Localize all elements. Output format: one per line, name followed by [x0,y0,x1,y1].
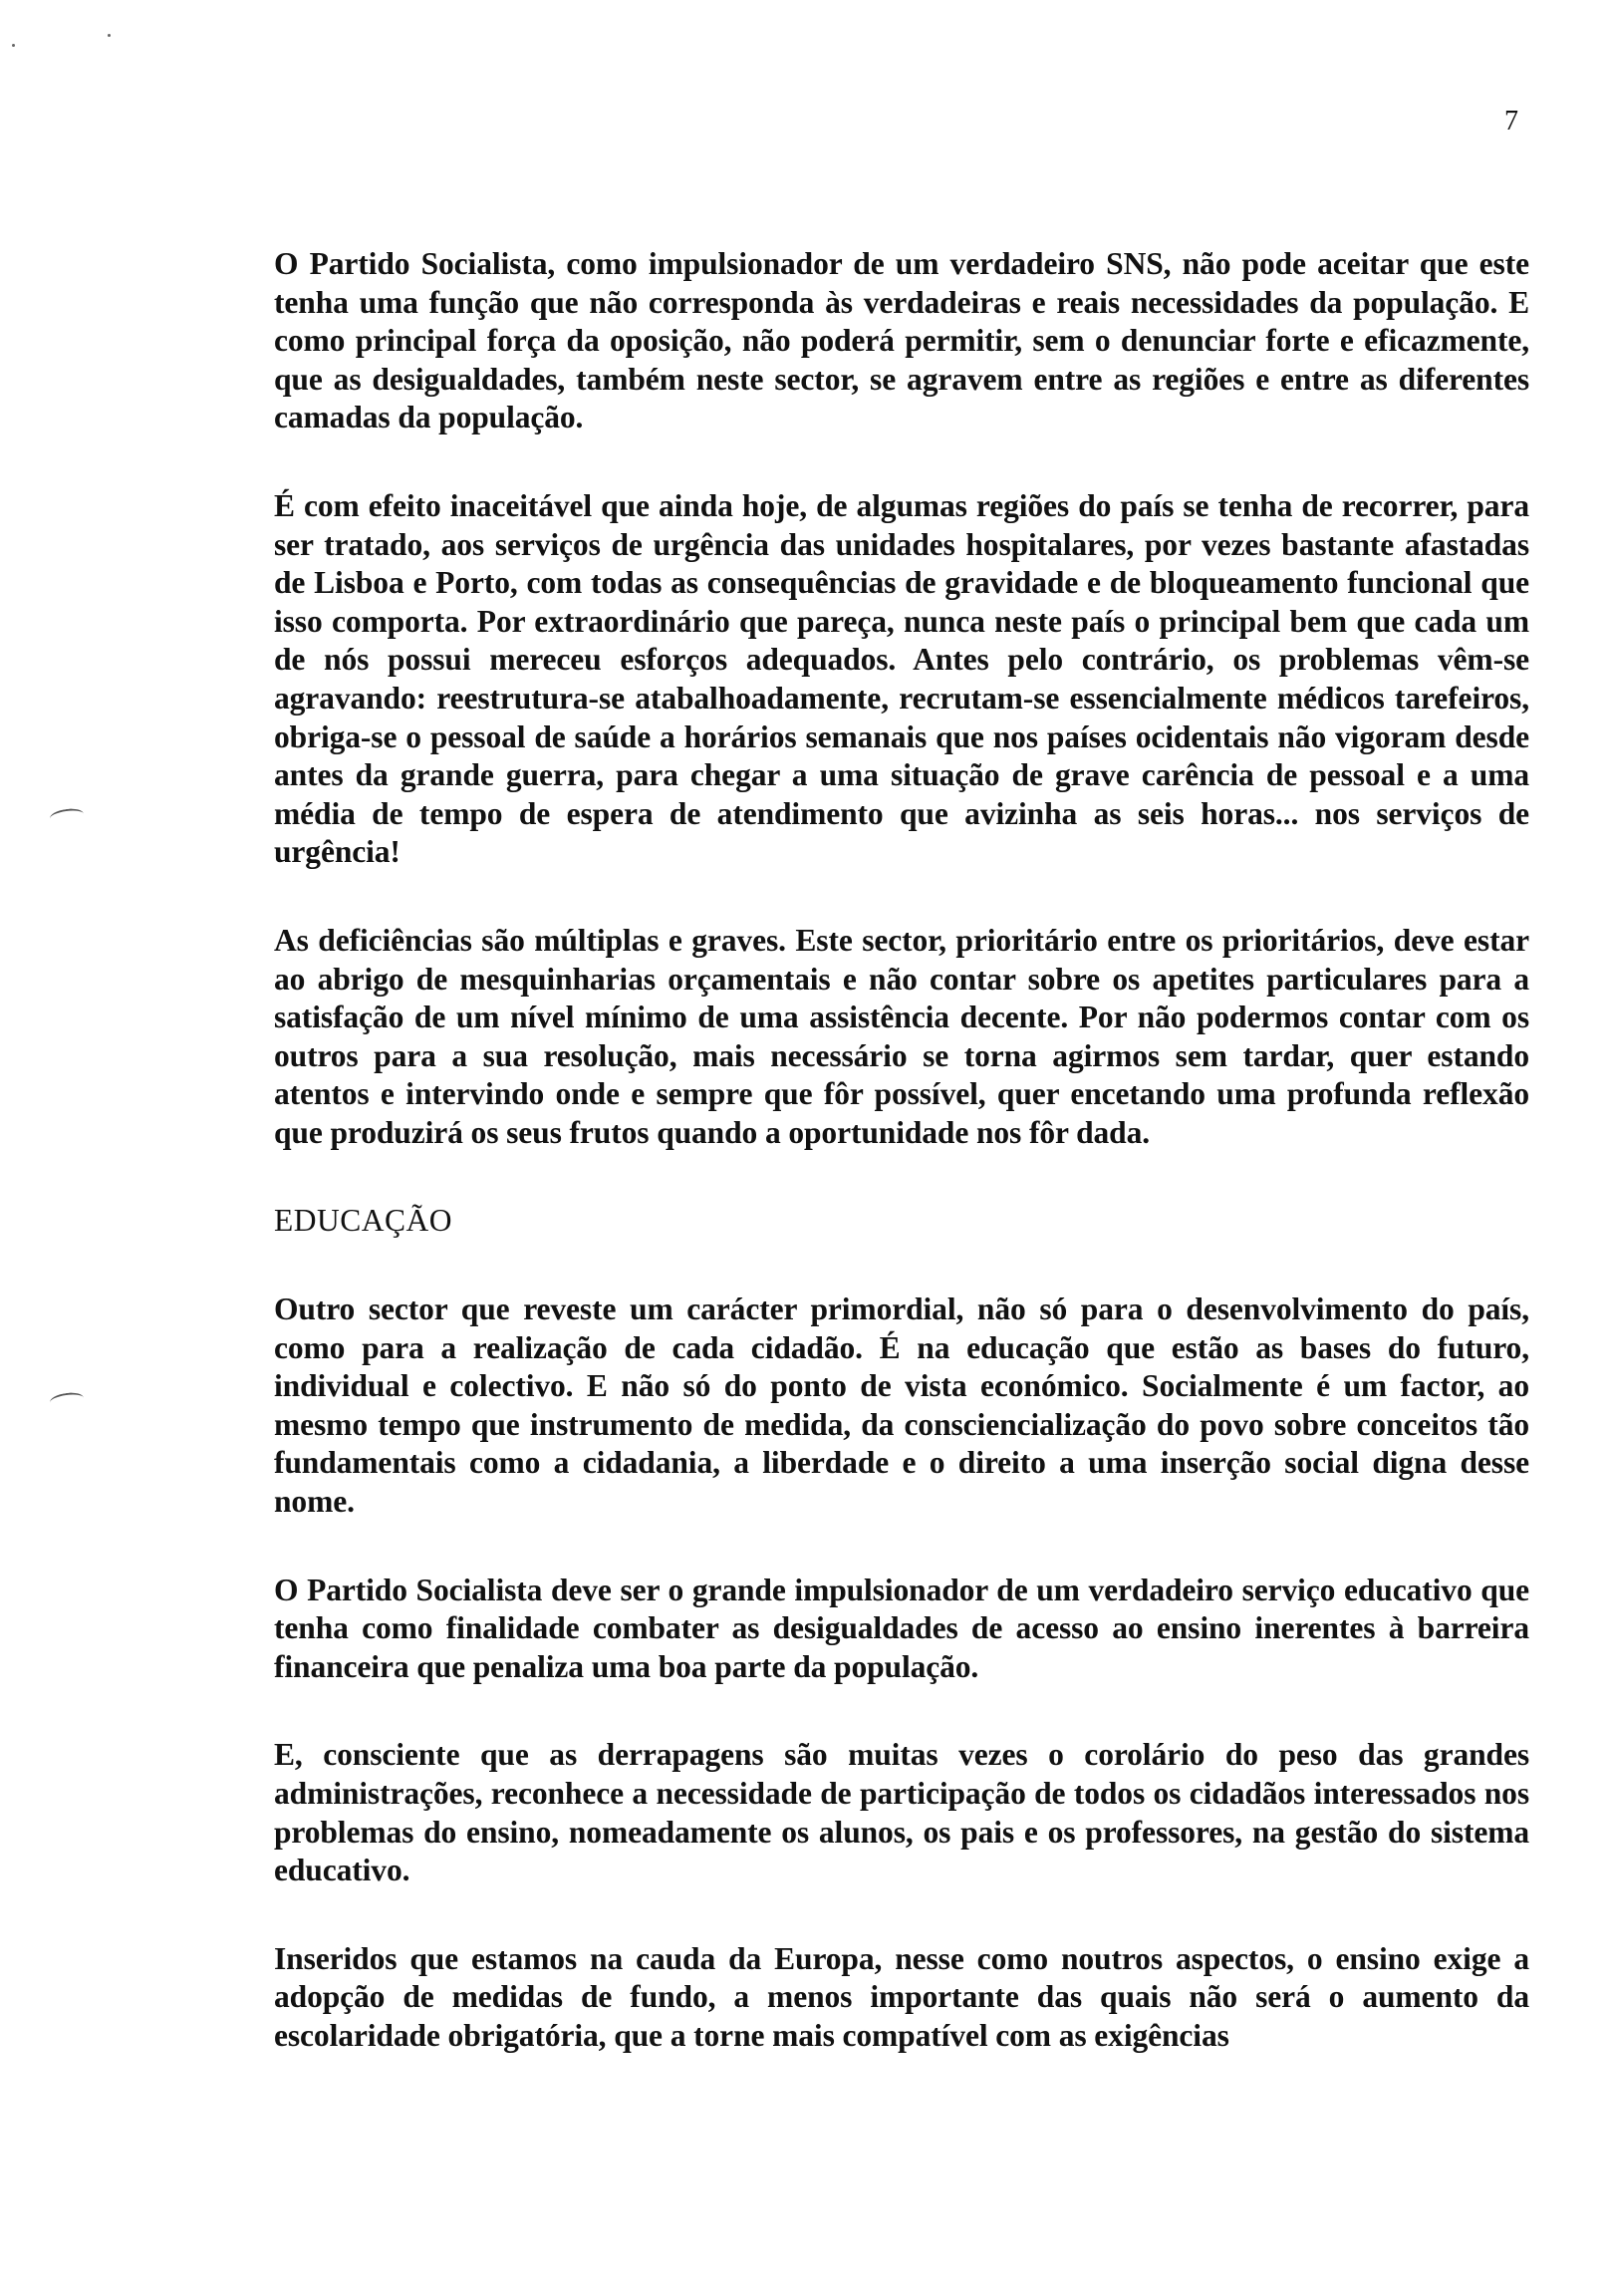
paragraph-education-participation: E, consciente que as derrapagens são muitas vezes o corolário do peso das grandes administrações, reconhece a necessidade de participação de todos os cidadãos interessados nos problemas do ensino, nomeadamente os alunos, os pais e os professores, na gestão do sistema educativo. [274,1737,1529,1888]
page-number: 7 [1504,106,1518,137]
section-heading-education: EDUCAÇÃO [274,1203,453,1239]
paragraph-health-deficiencies: As deficiências são múltiplas e graves. Este sector, prioritário entre os prioritários, deve estar ao abrigo de mesquinharias orçamentais e não contar sobre os apetites particulares para a satisfação de um nível mínimo de uma assistência decente. Por não podermos contar com os outros para a sua resolução, mais necessário se torna agirmos sem tardar, quer estando atentos e intervindo onde e sempre que fôr possível, quer encetando uma profunda reflexão que produzirá os seus frutos quando a oportunidade nos fôr dada. [274,922,1529,1150]
hole-punch-mark [49,807,85,826]
hole-punch-mark [49,1391,85,1410]
paragraph-health-sns: O Partido Socialista, como impulsionador de um verdadeiro SNS, não pode aceitar que este tenha uma função que não corresponda às verdadeiras e reais necessidades da população. E como principal força da oposição, não poderá permitir, sem o denunciar forte e eficazmente, que as desigualdades, também neste sector, se agravem entre as regiões e entre as diferentes camadas da população. [274,246,1529,435]
scan-speck [108,34,111,37]
paragraph-education-intro: Outro sector que reveste um carácter primordial, não só para o desenvolvimento do país, como para a realização de cada cidadão. É na educação que estão as bases do futuro, individual e colectivo. E não só do ponto de vista económico. Socialmente é um factor, ao mesmo tempo que instrumento de medida, da consciencialização do povo sobre conceitos tão fundamentais como a cidadania, a liberdade e o direito a uma inserção social digna desse nome. [274,1292,1529,1520]
paragraph-health-urgency: É com efeito inaceitável que ainda hoje, de algumas regiões do país se tenha de recorrer, para ser tratado, aos serviços de urgência das unidades hospitalares, por vezes bastante afastadas de Lisboa e Porto, com todas as consequências de gravidade e de bloqueamento funcional que isso comporta. Por extraordinário que pareça, nunca neste país o principal bem que cada um de nós possui mereceu esforços adequados. Antes pelo contrário, os problemas vêm-se agravando: reestrutura-se atabalhoadamente, recrutam-se essencialmente médicos tarefeiros, obriga-se o pessoal de saúde a horários semanais que nos países ocidentais não vigoram desde antes da grande guerra, para chegar a uma situação de grave carência de pessoal e a uma média de tempo de espera de atendimento que avizinha as seis horas... nos serviços de urgência! [274,487,1529,870]
document-body [274,245,1529,2106]
paragraph-education-equality: O Partido Socialista deve ser o grande impulsionador de um verdadeiro serviço educativo que tenha como finalidade combater as desigualdades de acesso ao ensino inerentes à barreira financeira que penaliza uma boa parte da população. [274,1572,1529,1684]
paragraph-education-reforms: Inseridos que estamos na cauda da Europa, nesse como noutros aspectos, o ensino exige a adopção de medidas de fundo, a menos importante das quais não será o aumento da escolaridade obrigatória, que a torne mais compatível com as exigências [274,1940,1529,2053]
scan-speck [12,44,15,47]
